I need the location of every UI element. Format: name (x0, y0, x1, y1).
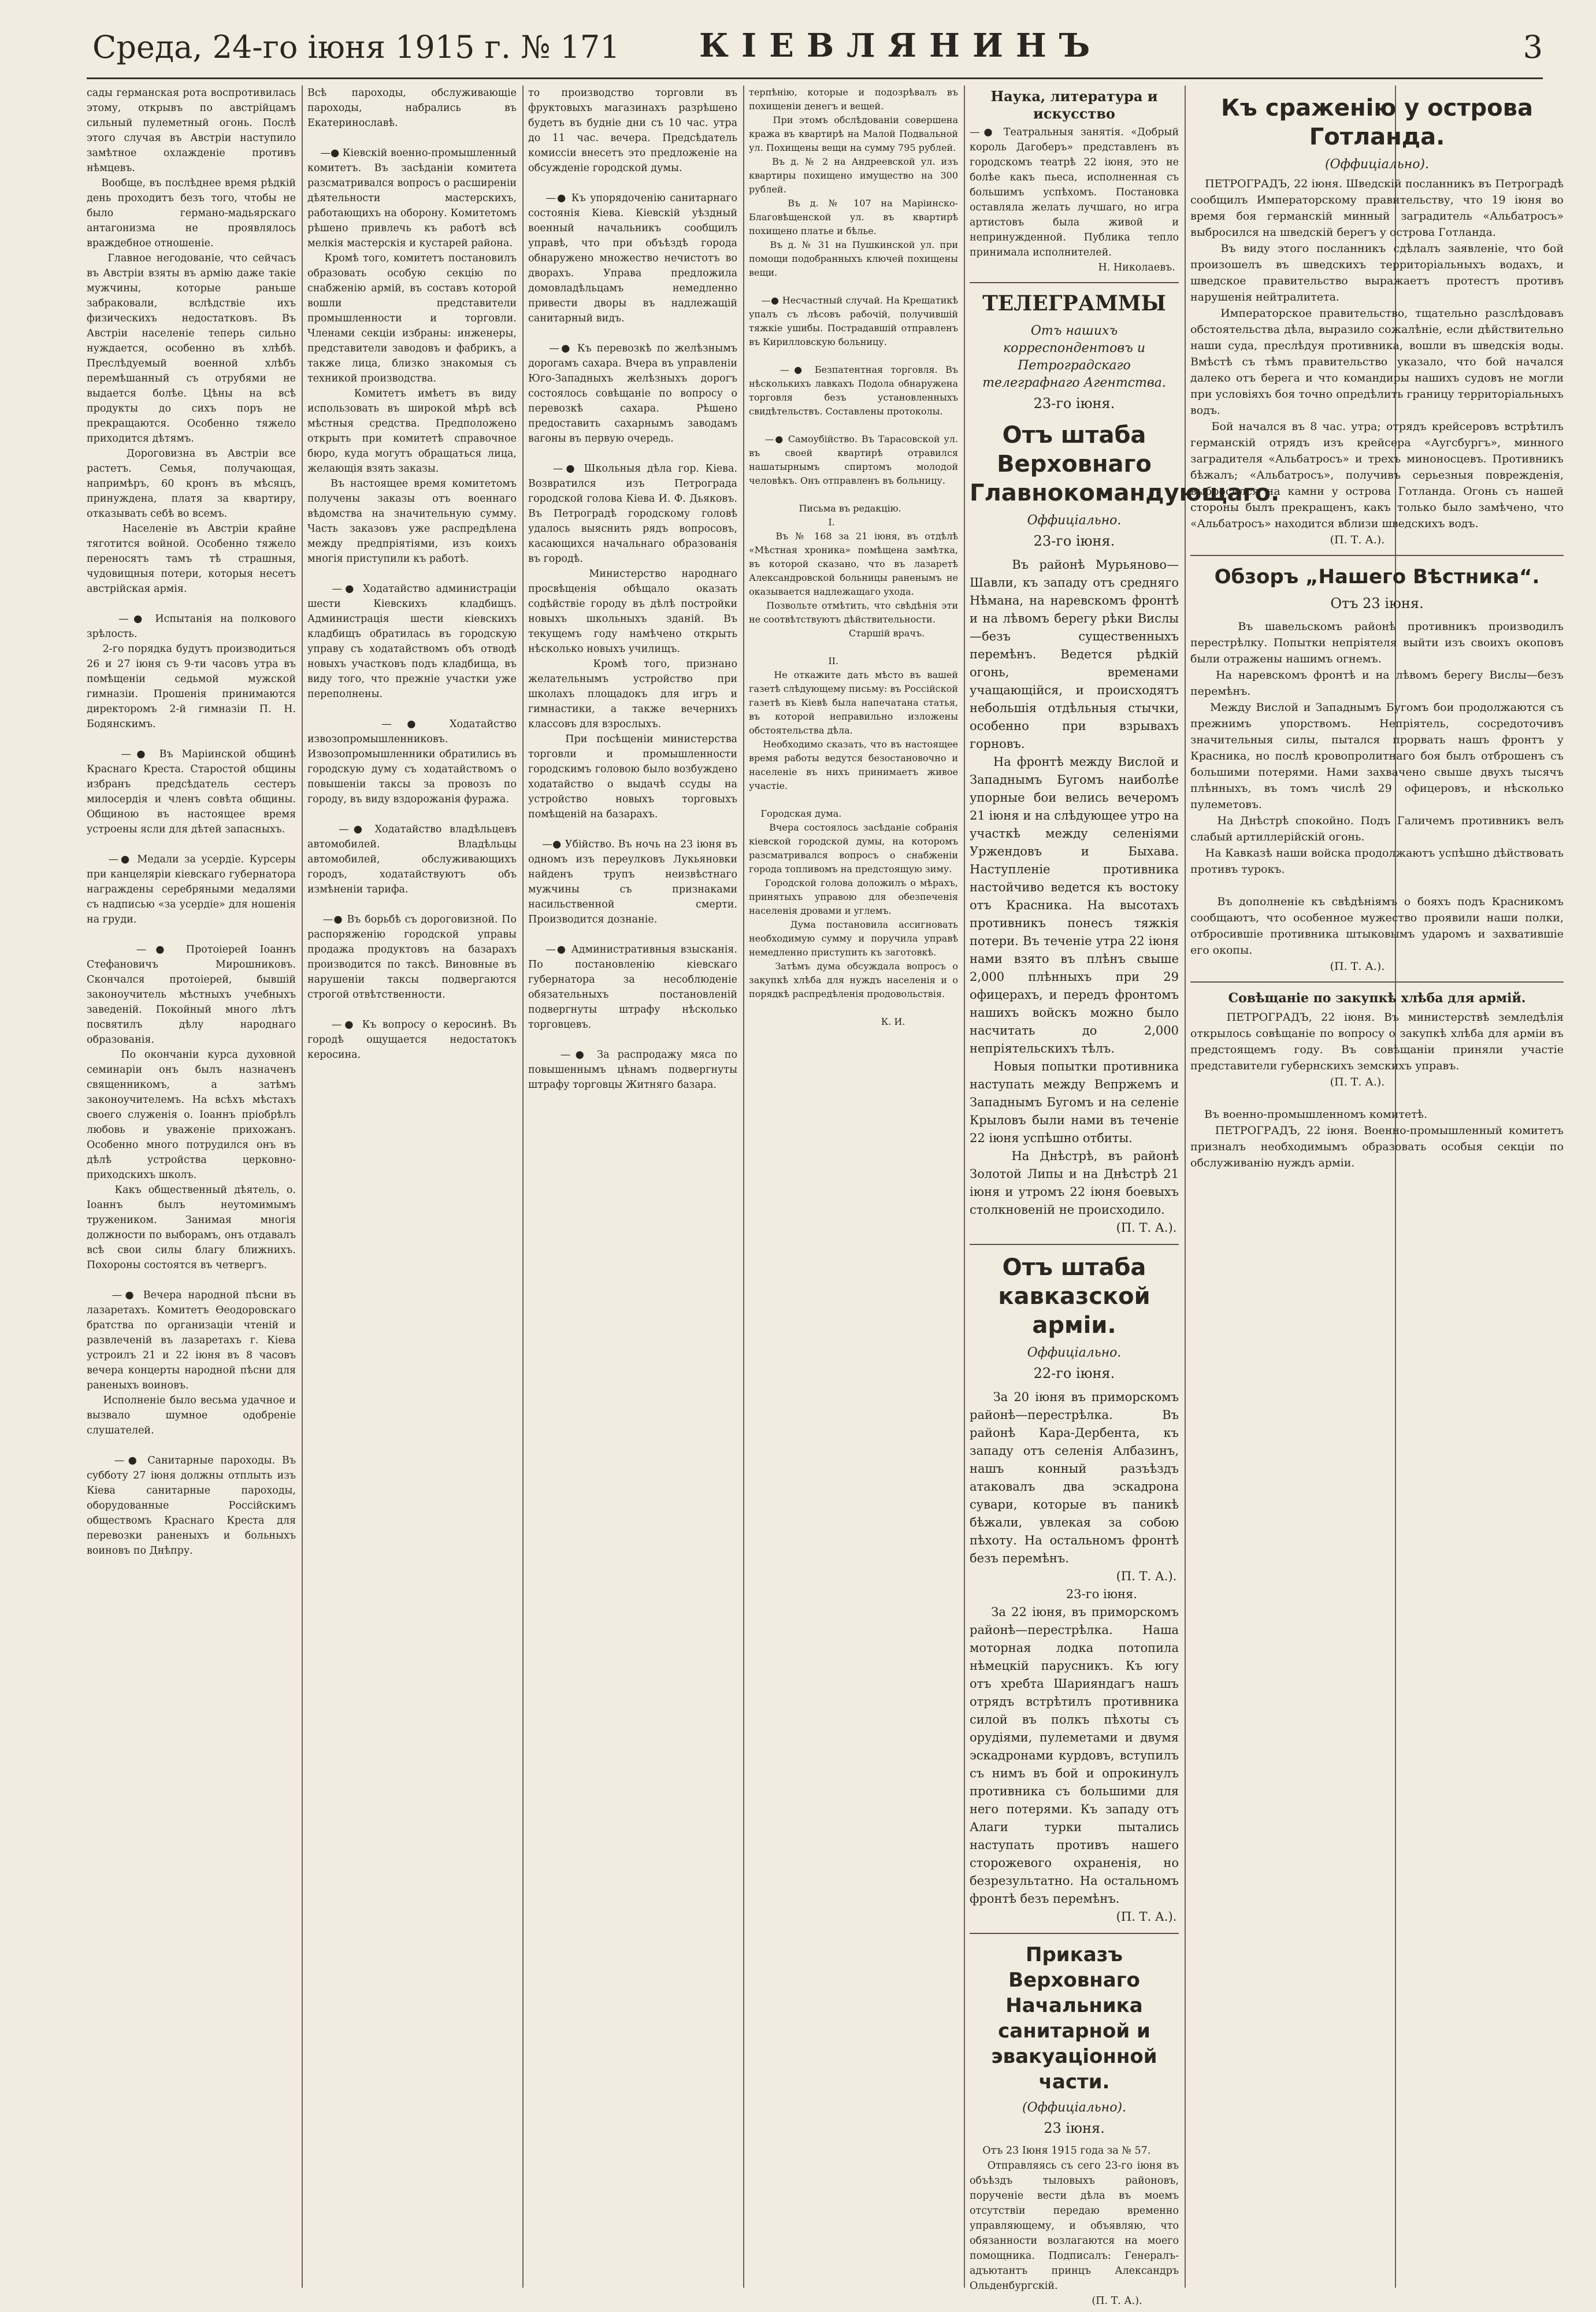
order-subtitle: (Оффиціально). (1022, 2100, 1127, 2115)
culture-section-title: Наука, литература и искусство (990, 88, 1158, 122)
column-divider (1185, 86, 1186, 2288)
column-2-text: Всѣ пароходы, обслуживающіе пароходы, набрались въ Екатеринославѣ. —● Кіевскій военно-промышленный комитетъ. Въ засѣданіи комитета разсматривался вопросъ о расширеніи дѣятельности мастерскихъ, работающихъ на оборону. Комитетомъ рѣшено привлечь къ работѣ всѣ мелкія мастерскія и кустарей района. Кромѣ того, комитетъ постановилъ образовать особую секцію по снабженію армій, въ составъ которой вошли представители промышленности и торговли. Членами секціи избраны: инженеры, представители заводовъ и фабрикъ, а также лица, близко знакомыя съ техникой производства. Комитетъ имѣетъ въ виду использовать въ широкой мѣрѣ всѣ мѣстныя средства. Предположено открыть при комитетѣ справочное бюро, куда могутъ обращаться лица, желающія взять заказы. Въ настоящее время комитетомъ получены заказы отъ военнаго вѣдомства на значительную сумму. Часть заказовъ уже распредѣлена между предпріятіями, изъ коихъ многія приступили къ работѣ. —● Ходатайство администраціи шести Кіевскихъ кладбищъ. Администрація шести кіевскихъ кладбищъ обратилась въ городскую управу съ ходатайствомъ объ отводѣ новыхъ участковъ подъ кладбища, въ виду того, что прежніе участки уже переполнены. —● Ходатайство извозопромышленниковъ. Извозопромышленники обратились въ городскую думу съ ходатайствомъ о повышеніи таксы за провозъ по городу, въ виду вздорожанія фуража. —● Ходатайство владѣльцевъ автомобилей. Владѣльцы автомобилей, обслуживающихъ городъ, ходатайствуютъ объ измѣненіи тарифа. —● Въ борьбѣ съ дороговизной. По распоряженію городской управы продажа продуктовъ на базарахъ производится по таксѣ. Виновные въ нарушеніи таксы подвергаются строгой отвѣтственности. —● Къ вопросу о керосинѣ. Въ городѣ ощущается недостатокъ керосина. (307, 87, 517, 1061)
grain-headline: Совѣщаніе по закупкѣ хлѣба для армій. (1228, 991, 1526, 1006)
column-5 (970, 86, 1280, 2307)
masthead-rule (87, 77, 1543, 79)
column-3 (528, 86, 737, 2288)
section-rule (970, 282, 1179, 283)
column-1 (87, 86, 296, 2288)
column-divider (964, 86, 965, 2288)
gotland-headline: Къ сраженію у острова Готланда. (1221, 95, 1533, 150)
caucasus-headline: Отъ штаба кавказской арміи. (998, 1254, 1150, 1339)
caucasus-subtitle: Оффиціально. (1027, 1346, 1122, 1360)
hq-subtitle: Оффиціально. (1027, 513, 1122, 528)
column-6 (1190, 86, 1564, 2288)
column-4-text: терпѣнію, которые и подозрѣвалъ въ похищеніи денегъ и вещей. При этомъ обслѣдованіи совершена кража въ квартирѣ на Малой Подвальной ул. Похищены вещи на сумму 795 рублей. Въ д. № 2 на Андреевской ул. изъ квартиры похищено имущество на 300 рублей. Въ д. № 107 на Маріинско-Благовѣщенской ул. въ квартирѣ похищено платье и бѣлье. Въ д. № 31 на Пушкинской ул. при помощи подобранныхъ ключей похищены вещи. —● Несчастный случай. На Крещатикѣ упалъ съ лѣсовъ рабочій, получившій тяжкіе ушибы. Пострадавшій отправленъ въ Кирилловскую больницу. —● Безпатентная торговля. Въ нѣсколькихъ лавкахъ Подола обнаружена торговля безъ установленныхъ свидѣтельствъ. Составлены протоколы. —● Самоубійство. Въ Тарасовской ул. въ своей квартирѣ отравился нашатырнымъ спиртомъ молодой человѣкъ. Онъ отправленъ въ больницу. Письма въ редакцію. I. Въ № 168 за 21 іюня, въ отдѣлѣ «Мѣстная хроника» помѣщена замѣтка, въ которой сказано, что въ лазаретѣ Александровской больницы раненымъ не оказывается надлежащаго ухода. Позвольте отмѣтить, что свѣдѣнія эти не соотвѣтствуютъ дѣйствительности. Старшій врачъ. II. Не откажите дать мѣсто въ вашей газетѣ слѣдующему письму: въ Россійской газетѣ въ Кіевѣ была напечатана статья, въ которой неправильно изложены обстоятельства дѣла. Необходимо сказать, что въ настоящее время работы ведутся безостановочно и населеніе въ нихъ принимаетъ живое участіе. Городская дума. Вчера состоялось засѣданіе собранія кіевской городской думы, на которомъ разсматривался вопросъ о снабженіи города топливомъ на предстоящую зиму. Городской голова доложилъ о мѣрахъ, принятыхъ управою для обезпеченія населенія дровами и углемъ. Дума постановила ассигновать необходимую сумму и поручила управѣ немедленно приступить къ заготовкѣ. Затѣмъ дума обсуждала вопросъ о закупкѣ хлѣба для нуждъ населенія и о порядкѣ распредѣленія продовольствія. К. И. (749, 87, 959, 1027)
page-number: 3 (1523, 29, 1543, 65)
culture-text: —● Театральныя занятія. «Добрый король Дагоберъ» представленъ въ городскомъ театрѣ 22 іюня, это не болѣе какъ пьеса, исполненная съ большимъ успѣхомъ. Постановка оставляла желать лучшаго, но игра артистовъ была живой и непринужденной. Публика тепло принимала исполнителей. Н. Николаевъ. (970, 127, 1179, 273)
masthead (87, 13, 1543, 68)
grain-text: ПЕТРОГРАДЪ, 22 іюня. Въ министерствѣ земледѣлія открылось совѣщаніе по вопросу о закупкѣ хлѣба для арміи въ предстоящемъ году. Въ совѣщаніи приняли участіе представители губернскихъ земскихъ управъ. (П. Т. А.). Въ военно-промышленномъ комитетѣ. ПЕТРОГРАДЪ, 22 іюня. Военно-промышленный комитетъ призналъ необходимымъ образовать особыя секціи по обслуживанію нуждъ арміи. (1190, 1011, 1564, 1169)
order-headline: Приказъ Верховнаго Начальника санитарной и эвакуаціонной части. (991, 1943, 1157, 2094)
gotland-text: ПЕТРОГРАДЪ, 22 іюня. Шведскій посланникъ въ Петроградѣ сообщилъ Императорскому правительству, что 19 іюня во время боя германскій минный заградитель «Альбатросъ» выбросился на шведскій берегъ у острова Готланда. Въ виду этого посланникъ сдѣлалъ заявленіе, что бой произошелъ въ шведскихъ территоріальныхъ водахъ, и шведское правительство выражаетъ протестъ противъ нарушенія нейтралитета. Императорское правительство, тщательно разслѣдовавъ обстоятельства дѣла, выразило сожалѣніе, если дѣйствительно наши суда, преслѣдуя противника, вошли въ шведскія воды. Вмѣстѣ съ тѣмъ правительство указало, что бой начался далеко отъ берега и что командиры нашихъ судовъ не могли при условіяхъ боя точно опредѣлить границу территоріальныхъ водъ. Бой начался въ 8 час. утра; отрядъ крейсеровъ встрѣтилъ германскій отрядъ изъ крейсера «Аугсбургъ», минного заградителя «Альбатросъ» и трехъ миноносцевъ. Противникъ бѣжалъ; «Альбатросъ», получивъ серьезныя поврежденія, выбросился на камни у острова Готланда. Огонь съ нашей стороны былъ прекращенъ, какъ только было замѣчено, что «Альбатросъ» находится вблизи шведскихъ водъ. (П. Т. А.). (1190, 177, 1564, 546)
telegrams-date: 23-го іюня. (1033, 395, 1115, 412)
review-headline: Обзоръ „Нашего Вѣстника“. (1214, 565, 1540, 588)
section-rule (1190, 555, 1564, 556)
column-4 (749, 86, 958, 2288)
hq-date: 23-го іюня. (1033, 533, 1115, 549)
telegrams-title: ТЕЛЕГРАММЫ (982, 291, 1166, 316)
section-rule (1190, 981, 1564, 983)
column-divider (743, 86, 744, 2288)
caucasus-text: За 20 іюня въ приморскомъ районѣ—перестрѣлка. Въ районѣ Кара-Дербента, къ западу отъ селенія Албазинъ, нашъ конный разъѣздъ атаковалъ два эскадрона сувари, которые въ паникѣ бѣжали, увлекая за собою пѣхоту. На остальномъ фронтѣ безъ перемѣнъ. (П. Т. А.). 23-го іюня. За 22 іюня, въ приморскомъ районѣ—перестрѣлка. Наша моторная лодка потопила нѣмецкій парусникъ. Къ югу отъ хребта Шарияндагъ нашъ отрядъ встрѣтилъ противника силой въ полкъ пѣхоты съ орудіями, пулеметами и двумя эскадронами курдовъ, вступилъ съ нимъ въ бой и опрокинулъ противника съ большими для него потерями. Къ западу отъ Алаги турки пытались наступать противъ нашего сторожевого охраненія, но безрезультатно. На остальномъ фронтѣ безъ перемѣнъ. (П. Т. А.). (970, 1390, 1179, 1924)
section-rule (970, 1244, 1179, 1245)
column-divider (302, 86, 303, 2288)
hq-text: Въ районѣ Мурьяново—Шавли, къ западу отъ средняго Нѣмана, на наревскомъ фронтѣ и на лѣвомъ берегу рѣки Вислы—безъ существенныхъ перемѣнъ. Ведется рѣдкій огонь, временами учащающійся, и происходятъ небольшія отдѣльныя стычки, особенно при взрывахъ горновъ. На фронтѣ между Вислой и Западнымъ Бугомъ наиболѣе упорные бои велись вечеромъ 21 іюня и на слѣдующее утро на участкѣ между селеніями Уржендовъ и Быхава. Наступленіе противника настойчиво ведется къ востоку отъ Красника. На высотахъ противникъ понесъ тяжкія потери. Въ теченіе утра 22 іюня нами взято въ плѣнъ свыше 2,000 плѣнныхъ при 29 офицерахъ, и передъ фронтомъ нашихъ войскъ можно было насчитать до 2,000 непріятельскихъ тѣлъ. Новыя попытки противника наступать между Вепржемъ и Западнымъ Бугомъ и на селеніе Крыловъ были нами въ теченіе 22 іюня успѣшно отбиты. На Днѣстрѣ, въ районѣ Золотой Липы и на Днѣстрѣ 21 іюня и утромъ 22 іюня боевыхъ столкновеній не происходило. (П. Т. А.). (970, 558, 1179, 1235)
column-divider (522, 86, 524, 2288)
section-rule (970, 1933, 1179, 1934)
telegrams-subtitle: Отъ нашихъ корреспондентовъ и Петроградскаго телеграфнаго Агентства. (982, 324, 1166, 390)
column-3-text: то производство торговли въ фруктовыхъ магазинахъ разрѣшено будетъ въ будніе дни съ 10 час. утра до 11 час. вечера. Предсѣдатель комиссіи внесетъ это предложеніе на обсужденіе городской думы. —● Къ упорядоченію санитарнаго состоянія Кіева. Кіевскій уѣздный военный начальникъ сообщилъ управѣ, что при объѣздѣ города обнаружено множество нечистотъ во дворахъ. Управа предложила домовладѣльцамъ немедленно привести дворы въ надлежащій санитарный видъ. —● Къ перевозкѣ по желѣзнымъ дорогамъ сахара. Вчера въ управленіи Юго-Западныхъ желѣзныхъ дорогъ состоялось совѣщаніе по вопросу о перевозкѣ сахара. Рѣшено предоставить сахарнымъ заводамъ вагоны въ первую очередь. —● Школьныя дѣла гор. Кіева. Возвратился изъ Петрограда городской голова Кіева И. Ф. Дьяковъ. Въ Петроградѣ городскому головѣ удалось выяснить рядъ вопросовъ, касающихся начальнаго образованія въ городѣ. Министерство народнаго просвѣщенія обѣщало оказать содѣйствіе городу въ дѣлѣ постройки новыхъ школьныхъ зданій. Въ текущемъ году намѣчено открыть нѣсколько новыхъ училищъ. Кромѣ того, признано желательнымъ устройство при школахъ площадокъ для игръ и гимнастики, а также вечернихъ классовъ для взрослыхъ. При посѣщеніи министерства торговли и промышленности городскимъ головою было возбуждено ходатайство о выдачѣ ссуды на устройство новыхъ торговыхъ помѣщеній на базарахъ. —● Убійство. Въ ночь на 23 іюня въ одномъ изъ переулковъ Лукьяновки найденъ трупъ неизвѣстнаго мужчины съ признаками насильственной смерти. Производится дознаніе. —● Административныя взысканія. По постановленію кіевскаго губернатора за несоблюденіе обязательныхъ постановленій подвергнуты штрафу нѣсколько торговцевъ. —● За распродажу мяса по повышеннымъ цѣнамъ подвергнуты штрафу торговцы Житняго базара. (528, 87, 737, 1091)
review-date: Отъ 23 іюня. (1330, 595, 1424, 612)
order-date: 23 іюня. (1044, 2120, 1105, 2136)
gotland-subtitle: (Оффиціально). (1324, 157, 1430, 172)
review-text: Въ шавельскомъ районѣ противникъ производилъ перестрѣлку. Попытки непріятеля выйти изъ своихъ окоповъ были отражены нашимъ огнемъ. На наревскомъ фронтѣ и на лѣвомъ берегу Вислы—безъ перемѣнъ. Между Вислой и Западнымъ Бугомъ бои продолжаются съ прежнимъ упорствомъ. Непріятель, сосредоточивъ значительныя силы, пытался прорвать нашъ фронтъ у Красника, но послѣ кровопролитнаго боя былъ отброшенъ съ большими потерями. Нами захвачено свыше двухъ тысячъ плѣнныхъ, въ томъ числѣ 29 офицеровъ, и нѣсколько пулеметовъ. На Днѣстрѣ спокойно. Подъ Галичемъ противникъ велъ слабый артиллерійскій огонь. На Кавказѣ наши войска продолжаютъ успѣшно дѣйствовать противъ турокъ. Въ дополненіе къ свѣдѣніямъ о бояхъ подъ Красникомъ сообщаютъ, что особенное мужество проявили наши полки, отбросившіе противника штыковымъ ударомъ и захватившіе его окопы. (П. Т. А.). (1190, 620, 1564, 973)
hq-headline: Отъ штаба Верховнаго Главнокомандующаго. (970, 422, 1280, 506)
order-text: Отъ 23 Іюня 1915 года за № 57. Отправляясь съ сего 23-го іюня въ объѣздъ тыловыхъ районовъ, порученіе вести дѣла въ моемъ отсутствіи передаю временно управляющему, и объявляю, что обязанности возлагаются на моего помощника. Подписалъ: Генералъ-адъютантъ принцъ Александръ Ольденбургскій. (П. Т. А.). (970, 2145, 1179, 2307)
column-2 (307, 86, 517, 2288)
caucasus-date: 22-го іюня. (1033, 1365, 1115, 1381)
issue-date: Среда, 24-го іюня 1915 г. № 171 (92, 29, 620, 65)
column-1-text: сады германская рота воспротивилась этому, открывъ по австрійцамъ сильный пулеметный огонь. Послѣ этого случая въ Австріи наступило замѣтное охлажденіе противъ нѣмцевъ. Вообще, въ послѣднее время рѣдкій день проходитъ безъ того, чтобы не было германо-мадьярскаго антагонизма не проявлялось враждебное отношеніе. Главное негодованіе, что сейчасъ въ Австріи взяты въ армію даже такіе мужчины, которые раньше забраковали, вслѣдствіе ихъ физическихъ недостатковъ. Въ Австріи населеніе теперь сильно нуждается, особенно въ хлѣбѣ. Преслѣдуемый военной хлѣбъ перемѣшанный съ отрубями не выдается болѣе. Цѣны на всѣ продукты до сихъ поръ не прекращаются. Особенно тяжело приходится дѣтямъ. Дороговизна въ Австріи все растетъ. Семья, получающая, напримѣръ, 60 кронъ въ мѣсяцъ, принуждена, платя за квартиру, отказывать себѣ во всемъ. Населеніе въ Австріи крайне тяготится войной. Особенно тяжело переносятъ тамъ тѣ страшныя, чудовищныя потери, которыя несетъ австрійская армія. —● Испытанія на полкового зрѣлость. 2-го порядка будутъ производиться 26 и 27 іюня съ 9-ти часовъ утра въ помѣщеніи седьмой мужской гимназіи. Прошенія принимаются директоромъ 2-й гимназіи П. Н. Бодянскимъ. —● Въ Маріинской общинѣ Краснаго Креста. Старостой общины избранъ предсѣдатель сестеръ милосердія и членъ совѣта общины. Общиною въ настоящее время устроены ясли для дѣтей запасныхъ. —● Медали за усердіе. Курсеры при канцеляріи кіевскаго губернатора награждены серебряными медалями съ надписью «за усердіе» для ношенія на груди. —● Протоіерей Іоаннъ Стефановичъ Мирошниковъ. Скончался протоіерей, бывшій законоучитель мѣстныхъ учебныхъ заведеній. Покойный много лѣтъ посвятилъ дѣлу народнаго образованія. По окончаніи курса духовной семинаріи онъ былъ назначенъ священникомъ, а затѣмъ законоучителемъ. На всѣхъ мѣстахъ своего служенія о. Іоаннъ пріобрѣлъ любовь и уваженіе прихожанъ. Особенно много потрудился онъ въ дѣлѣ устройства церковно-приходскихъ школъ. Какъ общественный дѣятель, о. Іоаннъ былъ неутомимымъ тружеником. Занимая многія должности по выборамъ, онъ отдавалъ всѣ свои силы благу ближнихъ. Похороны состоятся въ четвергъ. —● Вечера народной пѣсни въ лазаретахъ. Комитетъ Ѳеодоровскаго братства по организаціи чтеній и развлеченій въ лазаретахъ г. Кіева устроилъ 21 и 22 іюня въ 8 часовъ вечера концерты народной пѣсни для раненыхъ воиновъ. Исполненіе было весьма удачное и вызвало шумное одобреніе слушателей. —● Санитарные пароходы. Въ субботу 27 іюня должны отплыть изъ Кіева санитарные пароходы, оборудованные Россійскимъ обществомъ Краснаго Креста для перевозки раненыхъ и больныхъ воиновъ по Днѣпру. (87, 87, 296, 1557)
newspaper-title: КІЕВЛЯНИНЪ (699, 27, 1103, 65)
